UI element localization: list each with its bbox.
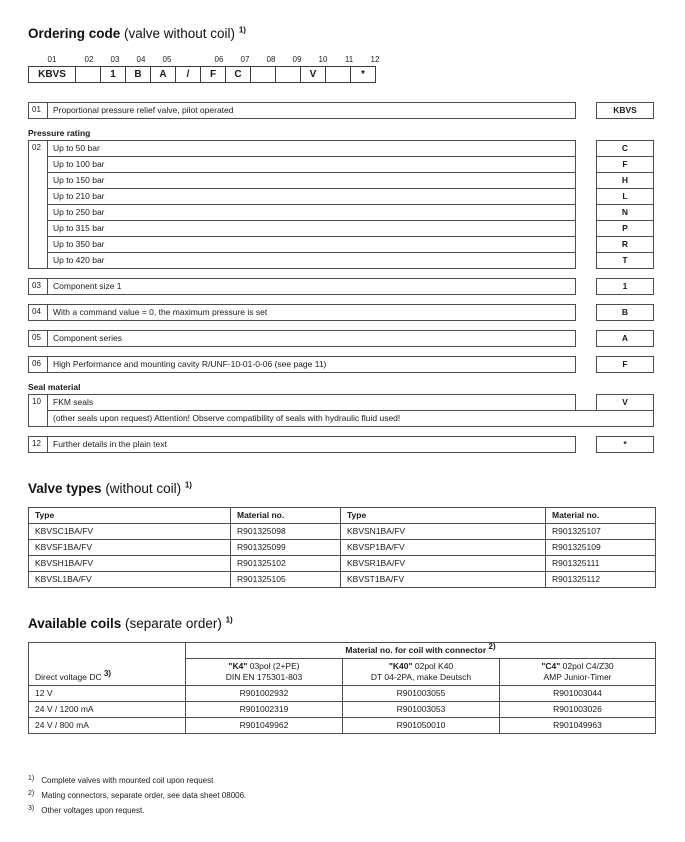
connector-column-header — [186, 659, 343, 686]
material-no-cell: R901325109 — [546, 540, 656, 556]
pressure-row — [48, 140, 654, 157]
material-no-cell: R901002932 — [186, 686, 343, 702]
valve-types-section — [28, 481, 655, 588]
spacer — [576, 140, 596, 157]
code-box — [250, 66, 276, 83]
position-number: 10 — [318, 55, 328, 64]
footnote-ref-3: 3) — [103, 669, 112, 679]
position-description: High Performance and mounting cavity R/UNF-10-01-0-06 (see page 11) — [47, 356, 576, 373]
spacer — [576, 304, 596, 321]
table-row — [29, 572, 656, 588]
valve-types-title-bold: Valve types — [28, 481, 102, 496]
voltage-label: Direct voltage DC — [35, 672, 104, 682]
position-number: 12 — [370, 55, 380, 64]
pressure-rating-label: Pressure rating — [28, 128, 91, 138]
footnote-ref-2: 2) — [488, 642, 496, 652]
ordering-code-title — [28, 26, 655, 41]
connector-column-header — [343, 659, 500, 686]
table-row — [29, 702, 656, 718]
pressure-row — [48, 156, 654, 173]
available-coils-title — [28, 616, 655, 631]
table-row — [29, 686, 656, 702]
valve-type-cell: KBVSR1BA/FV — [341, 556, 546, 572]
spacer — [576, 188, 596, 205]
spacer — [576, 252, 596, 269]
position-code: KBVS — [596, 102, 654, 119]
pressure-code: P — [596, 220, 654, 237]
footnote — [28, 776, 655, 786]
position-number: 03 — [110, 55, 120, 64]
position-number: 11 — [344, 55, 354, 64]
material-no-cell: R901325102 — [231, 556, 341, 572]
code-box: / — [175, 66, 201, 83]
position-number: 05 — [28, 330, 48, 347]
valve-type-cell: KBVST1BA/FV — [341, 572, 546, 588]
voltage-cell: 24 V / 800 mA — [29, 718, 186, 734]
ordering-code-diagram — [28, 55, 655, 83]
spacer — [576, 204, 596, 221]
code-box — [325, 66, 351, 83]
valve-types-table — [28, 507, 656, 588]
pressure-description: Up to 350 bar — [47, 236, 576, 253]
seal-row — [48, 394, 654, 411]
ordering-row-06 — [28, 356, 655, 373]
pressure-row — [48, 220, 654, 237]
material-no-cell: R901003044 — [500, 686, 656, 702]
seal-description: FKM seals — [47, 394, 576, 411]
voltage-column-header — [29, 643, 186, 686]
connector-standard: AMP Junior-Timer — [543, 672, 612, 682]
code-box — [275, 66, 301, 83]
spacer — [576, 220, 596, 237]
available-coils-title-rest: (separate order) — [121, 616, 226, 631]
footnote — [28, 791, 655, 801]
valve-type-cell: KBVSP1BA/FV — [341, 540, 546, 556]
footnote-marker: 1) — [28, 775, 35, 782]
pressure-description: Up to 315 bar — [47, 220, 576, 237]
table-row — [29, 540, 656, 556]
spacer — [576, 102, 596, 119]
column-header: Material no. — [231, 508, 341, 524]
material-no-cell: R901002319 — [186, 702, 343, 718]
valve-type-cell: KBVSN1BA/FV — [341, 524, 546, 540]
spacer — [576, 330, 596, 347]
position-number: 06 — [214, 55, 224, 64]
spacer — [576, 172, 596, 189]
pressure-description: Up to 50 bar — [47, 140, 576, 157]
connector-standard: DIN EN 175301-803 — [225, 672, 303, 682]
ordering-code-title-rest: (valve without coil) — [120, 26, 239, 41]
material-no-cell: R901049963 — [500, 718, 656, 734]
pressure-code: R — [596, 236, 654, 253]
connector-column-header — [500, 659, 656, 686]
position-number: 12 — [28, 436, 48, 453]
position-number: 09 — [292, 55, 302, 64]
position-description: Proportional pressure relief valve, pilot operated — [47, 102, 576, 119]
code-box: KBVS — [28, 66, 76, 83]
pressure-code: T — [596, 252, 654, 269]
pressure-description: Up to 210 bar — [47, 188, 576, 205]
position-code: B — [596, 304, 654, 321]
footnote-text: Mating connectors, separate order, see data sheet 08006. — [41, 791, 247, 800]
pressure-code: C — [596, 140, 654, 157]
pressure-description: Up to 100 bar — [47, 156, 576, 173]
pressure-rating-group — [28, 140, 655, 269]
connector-desc: 02pol K40 — [412, 661, 454, 671]
table-header-row — [29, 508, 656, 524]
seal-note-row — [48, 410, 654, 427]
ordering-row-12 — [28, 436, 655, 453]
pressure-description: Up to 150 bar — [47, 172, 576, 189]
seal-note: (other seals upon request) Attention! Observe compatibility of seals with hydraulic fluid used! — [47, 410, 654, 427]
material-no-cell: R901325112 — [546, 572, 656, 588]
material-no-cell: R901003026 — [500, 702, 656, 718]
position-code: 1 — [596, 278, 654, 295]
position-number: 10 — [28, 394, 48, 427]
connector-name: "K40" — [388, 661, 413, 671]
column-header: Type — [29, 508, 231, 524]
valve-types-title-rest: (without coil) — [101, 481, 185, 496]
footnote-text: Complete valves with mounted coil upon request — [41, 776, 214, 785]
valve-type-cell: KBVSC1BA/FV — [29, 524, 231, 540]
connector-desc: 02pol C4/Z30 — [560, 661, 614, 671]
connector-standard: DT 04-2PA, make Deutsch — [370, 672, 472, 682]
pressure-code: F — [596, 156, 654, 173]
available-coils-title-bold: Available coils — [28, 616, 122, 631]
code-box: F — [200, 66, 226, 83]
seal-material-label: Seal material — [28, 382, 81, 392]
voltage-cell: 24 V / 1200 mA — [29, 702, 186, 718]
material-no-cell: R901325105 — [231, 572, 341, 588]
spacer — [576, 156, 596, 173]
code-box: C — [225, 66, 251, 83]
table-header-row — [29, 643, 656, 659]
position-numbers-row — [28, 55, 655, 64]
column-header: Material no. — [546, 508, 656, 524]
connector-name: "C4" — [541, 661, 561, 671]
pressure-row — [48, 252, 654, 269]
position-number: 07 — [240, 55, 250, 64]
position-code: F — [596, 356, 654, 373]
footnotes — [28, 776, 655, 816]
spacer — [576, 436, 596, 453]
ordering-code-title-bold: Ordering code — [28, 26, 121, 41]
voltage-cell: 12 V — [29, 686, 186, 702]
ordering-row-01 — [28, 102, 655, 119]
position-number: 08 — [266, 55, 276, 64]
valve-types-title — [28, 481, 655, 496]
position-number: 06 — [28, 356, 48, 373]
position-number: 02 — [28, 140, 48, 269]
code-box: 1 — [100, 66, 126, 83]
position-description: Further details in the plain text — [47, 436, 576, 453]
pressure-code: H — [596, 172, 654, 189]
spacer — [576, 394, 596, 411]
code-box: V — [300, 66, 326, 83]
footnote-ref-1: 1) — [238, 25, 246, 35]
position-number: 04 — [136, 55, 146, 64]
connector-name: "K4" — [228, 661, 248, 671]
material-no-cell: R901003053 — [343, 702, 500, 718]
position-code: A — [596, 330, 654, 347]
pressure-code: N — [596, 204, 654, 221]
position-number: 01 — [28, 102, 48, 119]
footnote-ref-1: 1) — [225, 615, 233, 625]
spacer — [576, 278, 596, 295]
available-coils-section — [28, 616, 655, 734]
pressure-row — [48, 172, 654, 189]
material-no-cell: R901325099 — [231, 540, 341, 556]
connector-span-label: Material no. for coil with connector — [345, 645, 489, 655]
position-number: 03 — [28, 278, 48, 295]
position-number — [180, 55, 206, 64]
footnote — [28, 806, 655, 816]
code-boxes-row — [28, 66, 655, 83]
code-box: * — [350, 66, 376, 83]
footnote-text: Other voltages upon request. — [41, 806, 145, 815]
table-row — [29, 556, 656, 572]
valve-type-cell: KBVSH1BA/FV — [29, 556, 231, 572]
position-number: 04 — [28, 304, 48, 321]
column-header: Type — [341, 508, 546, 524]
position-description: Component size 1 — [47, 278, 576, 295]
pressure-row — [48, 236, 654, 253]
code-box — [75, 66, 101, 83]
position-number: 01 — [47, 55, 57, 64]
position-description: With a command value = 0, the maximum pressure is set — [47, 304, 576, 321]
spacer — [576, 236, 596, 253]
connector-span-header — [186, 643, 656, 659]
code-box: A — [150, 66, 176, 83]
position-number: 05 — [162, 55, 172, 64]
ordering-row-03 — [28, 278, 655, 295]
material-no-cell: R901325111 — [546, 556, 656, 572]
footnote-ref-1: 1) — [184, 480, 192, 490]
material-no-cell: R901049962 — [186, 718, 343, 734]
footnote-marker: 2) — [28, 790, 35, 797]
valve-type-cell: KBVSL1BA/FV — [29, 572, 231, 588]
position-code: * — [596, 436, 654, 453]
material-no-cell: R901050010 — [343, 718, 500, 734]
coils-table — [28, 642, 656, 734]
pressure-description: Up to 420 bar — [47, 252, 576, 269]
position-description: Component series — [47, 330, 576, 347]
pressure-row — [48, 188, 654, 205]
footnote-marker: 3) — [28, 805, 35, 812]
position-number: 02 — [84, 55, 94, 64]
code-box: B — [125, 66, 151, 83]
seal-material-group — [28, 394, 655, 427]
table-row — [29, 524, 656, 540]
connector-desc: 03pol (2+PE) — [247, 661, 300, 671]
ordering-row-05 — [28, 330, 655, 347]
valve-type-cell: KBVSF1BA/FV — [29, 540, 231, 556]
spacer — [576, 356, 596, 373]
pressure-description: Up to 250 bar — [47, 204, 576, 221]
material-no-cell: R901003055 — [343, 686, 500, 702]
material-no-cell: R901325098 — [231, 524, 341, 540]
seal-code: V — [596, 394, 654, 411]
table-row — [29, 718, 656, 734]
pressure-code: L — [596, 188, 654, 205]
ordering-row-04 — [28, 304, 655, 321]
material-no-cell: R901325107 — [546, 524, 656, 540]
pressure-row — [48, 204, 654, 221]
